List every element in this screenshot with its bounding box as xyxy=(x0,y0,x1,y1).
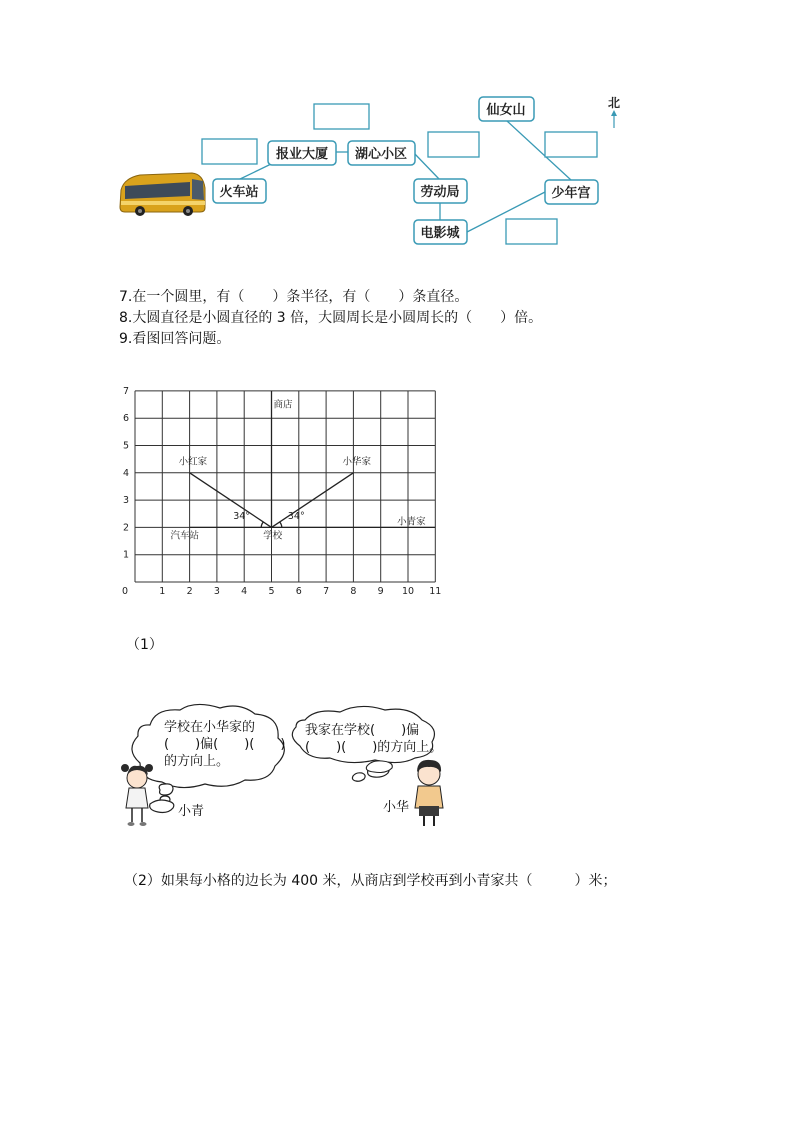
north-label: 北 xyxy=(607,96,621,110)
part1-label: （1） xyxy=(126,637,163,653)
answer-box[interactable] xyxy=(545,132,597,157)
xiaohua-boy-icon xyxy=(415,760,443,826)
label-school: 学校 xyxy=(263,530,283,542)
label-bus-station: 汽车站 xyxy=(170,530,200,542)
y-tick-label: 1 xyxy=(122,549,129,561)
place-xiannv-mountain: 仙女山 xyxy=(486,103,526,118)
x-tick-label: 8 xyxy=(350,586,357,597)
xiaoqing-bubble-line3: 的方向上。 xyxy=(164,754,230,769)
place-baoye: 报业大厦 xyxy=(275,147,329,162)
bus-icon xyxy=(120,173,205,216)
y-tick-label: 2 xyxy=(122,522,129,534)
answer-box[interactable] xyxy=(428,132,479,157)
north-arrow-icon xyxy=(611,110,617,128)
grid-lines xyxy=(135,391,435,582)
place-train-station: 火车站 xyxy=(219,185,259,200)
answer-box[interactable] xyxy=(314,104,369,129)
answer-box[interactable] xyxy=(202,139,257,164)
xiaoqing-name: 小青 xyxy=(178,804,205,819)
xiaohua-name: 小华 xyxy=(383,800,410,815)
y-axis-ticks xyxy=(123,386,129,561)
x-tick-label: 3 xyxy=(213,586,220,597)
y-tick-label: 6 xyxy=(122,413,129,425)
grid-map-svg xyxy=(110,378,450,598)
label-xiaohua-home: 小华家 xyxy=(342,456,371,468)
x-tick-label: 10 xyxy=(401,586,415,597)
x-tick-label: 11 xyxy=(429,586,442,597)
x-tick-label: 4 xyxy=(241,586,248,597)
answer-box[interactable] xyxy=(506,219,557,244)
x-tick-label: 0 xyxy=(121,586,129,597)
question-7: 7.在一个圆里，有（ ）条半径，有（ ）条直径。 xyxy=(119,289,469,305)
label-shop: 商店 xyxy=(273,399,293,411)
place-youth-palace: 少年宫 xyxy=(551,186,591,201)
grid-map xyxy=(110,378,450,598)
xiaohua-bubble-line1: 我家在学校( )偏 xyxy=(305,723,420,738)
cloud-wisps xyxy=(366,761,392,773)
route-map-svg xyxy=(0,0,794,260)
question-9: 9.看图回答问题。 xyxy=(119,331,231,347)
grid-paths xyxy=(190,391,436,528)
place-labor-bureau: 劳动局 xyxy=(420,185,460,200)
angle-arc-left xyxy=(261,522,263,527)
y-tick-label: 3 xyxy=(122,495,129,507)
x-tick-label: 5 xyxy=(268,586,275,597)
x-tick-label: 1 xyxy=(159,586,166,597)
angle-arc-right xyxy=(280,522,282,527)
x-axis-ticks xyxy=(122,586,441,597)
y-tick-label: 4 xyxy=(122,467,129,479)
route-map xyxy=(0,0,794,260)
xiaohua-bubble-line2: ( )( )的方向上。 xyxy=(305,740,443,755)
xiaoqing-bubble-line1: 学校在小华家的 xyxy=(164,720,256,735)
y-tick-label: 7 xyxy=(122,385,129,397)
x-tick-label: 7 xyxy=(323,586,330,597)
label-angle-left: 34° xyxy=(233,511,251,523)
x-tick-label: 6 xyxy=(295,586,302,597)
label-angle-right: 34° xyxy=(287,511,305,523)
label-xiaoqing-home: 小青家 xyxy=(397,516,426,528)
label-xiaohong-home: 小红家 xyxy=(178,456,208,468)
x-tick-label: 2 xyxy=(186,586,193,597)
part2-question: （2）如果每小格的边长为 400 米，从商店到学校再到小青家共（ ）米； xyxy=(124,873,617,889)
y-tick-label: 5 xyxy=(122,440,129,452)
xiaoqing-bubble-line2: ( )偏( )( ) xyxy=(164,737,286,752)
place-cinema: 电影城 xyxy=(420,226,460,241)
question-8: 8.大圆直径是小圆直径的 3 倍，大圆周长是小圆周长的（ ）倍。 xyxy=(119,310,543,326)
place-huxin: 湖心小区 xyxy=(354,147,408,162)
x-tick-label: 9 xyxy=(377,586,384,597)
